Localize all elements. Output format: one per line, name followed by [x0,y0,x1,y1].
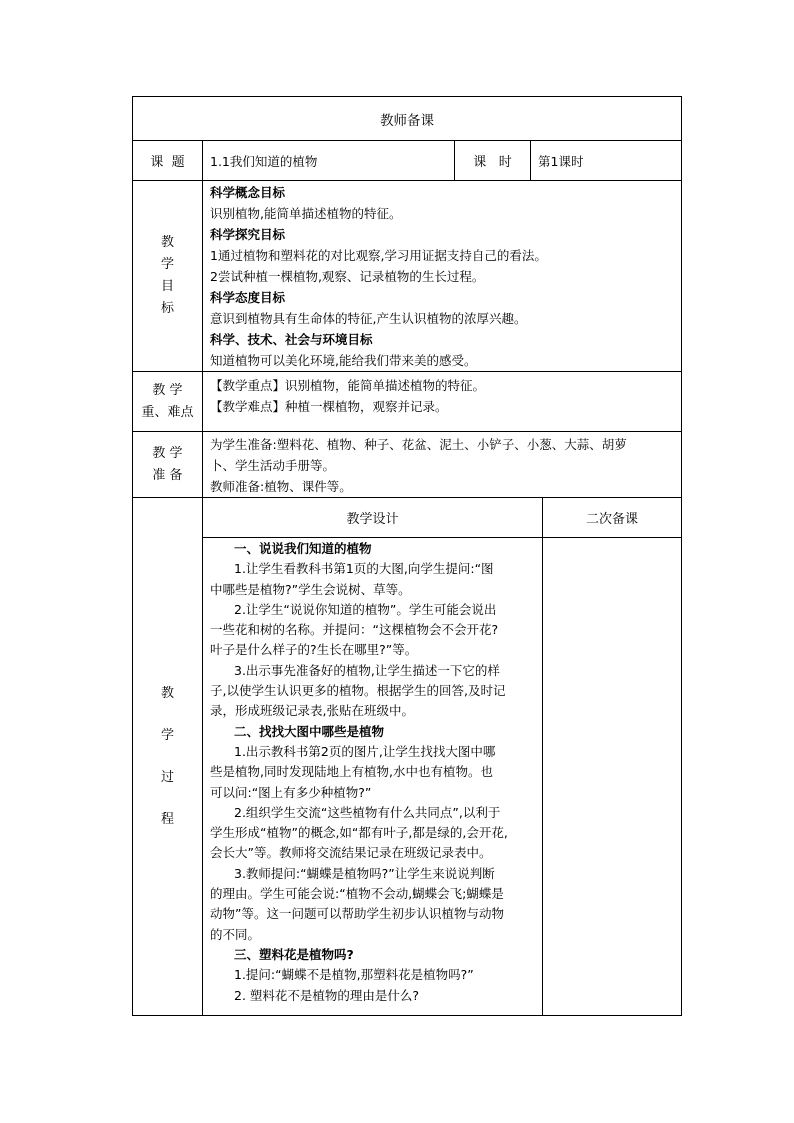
process-line: 1.出示教科书第2页的图片,让学生找找大图中哪 [234,743,496,759]
design-content [203,538,543,1016]
second-prep-content [543,538,682,1016]
process-line: 学生形成“植物”的概念,如“都有叶子,都是绿的,会开花, [210,825,508,841]
keypoints-content [203,372,682,432]
objective-line: 1通过植物和塑料花的对比观察,学习用证据支持自己的看法。 [210,248,547,263]
period-label: 课 时 [455,141,531,181]
process-label-char: 教 [160,685,174,701]
process-line: 3.出示事先准备好的植物,让学生描述一下它的样 [234,662,500,678]
process-label-char: 程 [160,811,174,827]
process-section-heading: 三、塑料花是植物吗? [234,946,354,962]
objective-line: 意识到植物具有生命体的特征,产生认识植物的浓厚兴趣。 [210,311,527,326]
objectives-label [133,181,203,372]
objective-heading: 科学态度目标 [210,290,286,305]
process-section-heading: 二、找找大图中哪些是植物 [234,723,385,739]
preparation-label-line: 教 学 [152,445,183,461]
preparation-row [133,432,682,498]
keypoints-label-line: 重、难点 [141,404,194,420]
process-line: 2.组织学生交流“这些植物有什么共同点”,以利于 [234,804,501,820]
objective-line: 识别植物,能简单描述植物的特征。 [210,206,402,221]
process-content-row [133,538,682,1016]
preparation-label-line: 准 备 [152,467,183,483]
process-label-char: 过 [160,769,174,785]
process-line: 2.让学生“说说你知道的植物”。学生可能会说出 [234,601,497,617]
topic-value: 1.1我们知道的植物 [203,141,455,181]
objectives-content [203,181,682,372]
process-line: 的理由。学生可能会说:“植物不会动,蝴蝶会飞;蝴蝶是 [210,886,504,902]
lesson-plan-table [132,96,682,1016]
process-line: 会长大”等。教师将交流结果记录在班级记录表中。 [210,845,492,861]
process-line: 动物”等。这一问题可以帮助学生初步认识植物与动物 [210,906,504,922]
process-line: 1.让学生看教科书第1页的大图,向学生提问:“图 [234,561,494,577]
preparation-line: 卜、学生活动手册等。 [210,458,336,473]
objective-line: 2尝试种植一棵植物,观察、记录植物的生长过程。 [210,269,485,284]
objectives-label-char: 教 [160,235,174,250]
process-label [133,498,203,1016]
process-line: 3.教师提问:“蝴蝶是植物吗?”让学生来说说判断 [234,865,495,881]
process-line: 录，形成班级记录表,张贴在班级中。 [210,703,414,719]
process-line: 一些花和树的名称。并提问：“这棵植物会不会开花? [210,622,499,638]
process-line: 的不同。 [210,926,261,942]
design-header: 教学设计 [203,498,543,538]
process-label-char: 学 [160,727,174,743]
topic-row [133,141,682,181]
process-line: 中哪些是植物?”学生会说树、草等。 [210,581,411,597]
preparation-line: 为学生准备:塑料花、植物、种子、花盆、泥土、小铲子、小葱、大蒜、胡萝 [210,437,627,452]
process-line: 子,以使学生认识更多的植物。根据学生的回答,及时记 [210,683,506,699]
keypoint-line: 【教学重点】识别植物，能简单描述植物的特征。 [210,378,486,393]
objectives-label-char: 标 [160,301,174,316]
process-header-row [133,498,682,538]
objective-heading: 科学概念目标 [210,185,286,200]
keypoints-label [133,372,203,432]
process-line: 些是植物,同时发现陆地上有植物,水中也有植物。也 [210,764,493,780]
objective-line: 知道植物可以美化环境,能给我们带来美的感受。 [210,353,477,368]
title-row [133,97,682,141]
objectives-label-char: 目 [160,279,174,294]
objectives-row [133,181,682,372]
keypoints-label-line: 教 学 [152,382,183,398]
objectives-label-char: 学 [160,257,174,272]
second-prep-header: 二次备课 [543,498,682,538]
process-line: 可以问:“图上有多少种植物?” [210,784,372,800]
process-section-heading: 一、说说我们知道的植物 [234,541,372,556]
process-line: 2. 塑料花不是植物的理由是什么? [234,987,420,1003]
objective-heading: 科学探究目标 [210,227,286,242]
page-title: 教师备课 [133,97,682,141]
preparation-line: 教师准备:植物、课件等。 [210,479,352,494]
topic-label: 课 题 [133,141,203,181]
process-line: 叶子是什么样子的?生长在哪里?”等。 [210,642,418,658]
keypoint-line: 【教学难点】种植一棵植物，观察并记录。 [210,399,448,414]
objective-heading: 科学、技术、社会与环境目标 [210,332,373,347]
period-value: 第1课时 [531,141,682,181]
keypoints-row [133,372,682,432]
preparation-label [133,432,203,498]
preparation-content [203,432,682,498]
process-line: 1.提问:“蝴蝶不是植物,那塑料花是植物吗?” [234,967,474,983]
